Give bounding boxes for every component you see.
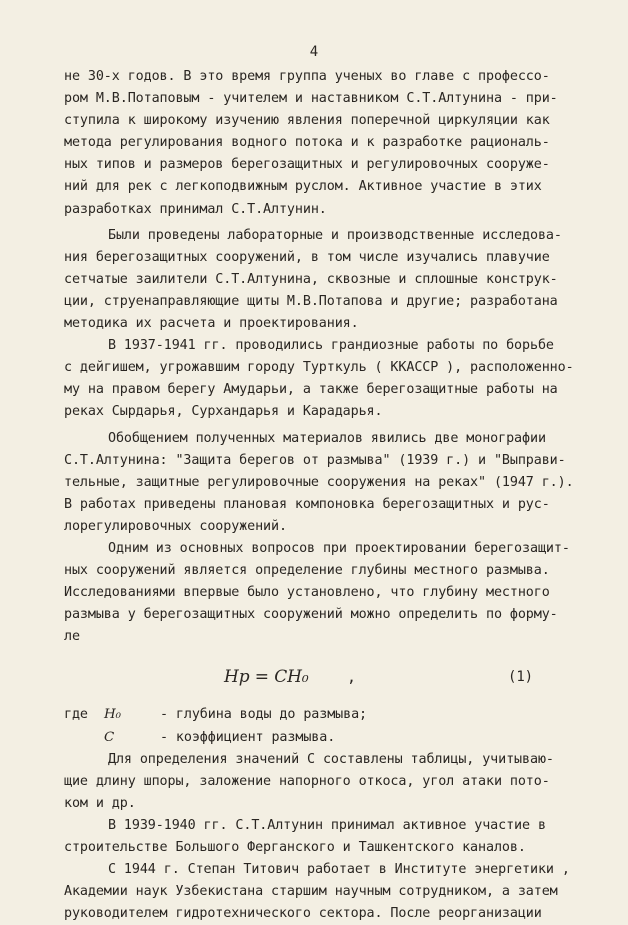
text-line: не 30-х годов. В это время группа ученых во главе с профессо-	[64, 69, 550, 84]
text-line: размыва у берегозащитных сооружений можно определить по форму-	[64, 607, 558, 623]
text-line: Обобщением полученных материалов явились две монографии	[108, 430, 546, 446]
page-number: 4	[309, 44, 319, 60]
definition-line	[64, 704, 574, 726]
text-line: му на правом берегу Амударьи, а также берегозащитные работы на	[64, 382, 558, 398]
text-line: ных типов и размеров берегозащитных и регулировочных сооруже-	[64, 157, 550, 173]
text-line: ния берегозащитных сооружений, в том числе изучались плавучие	[64, 249, 550, 265]
text-line: лорегулировочных сооружений.	[64, 518, 287, 534]
symbol: C	[104, 729, 115, 745]
text-line: В работах приведены плановая компоновка берегозащитных и рус-	[64, 496, 550, 512]
symbol: H₀	[104, 707, 121, 723]
text-line: тельные, защитные регулировочные сооружения на реках" (1947 г.).	[64, 474, 574, 490]
text-line: ле	[64, 629, 80, 645]
text-line: ний для рек с легкоподвижным руслом. Активное участие в этих	[64, 179, 542, 195]
text-line: Одним из основных вопросов при проектировании берегозащит-	[108, 540, 570, 556]
text-line: строительстве Большого Ферганского и Ташкентского каналов.	[64, 840, 526, 855]
text-line: В 1937-1941 гг. проводились грандиозные работы по борьбе	[108, 338, 554, 354]
where-label: где	[64, 707, 88, 723]
symbol-definition: - коэффициент размыва.	[160, 729, 336, 745]
text-line: ступила к широкому изучению явления поперечной циркуляции как	[64, 113, 550, 129]
text-line: ком и др.	[64, 795, 136, 811]
symbol-definition: - глубина воды до размыва;	[160, 707, 368, 723]
formula-row	[64, 654, 574, 702]
text-line: ных сооружений является определение глубины местного размыва.	[64, 563, 550, 579]
text-line: методика их расчета и проектирования.	[64, 316, 359, 332]
text-line: реках Сырдарья, Сурхандарья и Карадарья.	[64, 404, 383, 420]
definition-line	[64, 727, 574, 749]
text-line: метода регулирования водного потока и к разработке рациональ-	[64, 135, 550, 151]
body-text	[64, 66, 574, 925]
formula-comma: ,	[347, 668, 356, 687]
text-line: руководителем гидротехнического сектора. После реорганизации	[64, 906, 542, 922]
text-line: ром М.В.Потаповым - учителем и наставником С.Т.Алтунина - при-	[64, 91, 558, 107]
text-line: Исследованиями впервые было установлено, что глубину местного	[64, 585, 550, 601]
formula: Hр = CH₀	[224, 667, 309, 688]
text-line: С.Т.Алтунина: "Защита берегов от размыва" (1939 г.) и "Выправи-	[64, 452, 566, 468]
text-line: с дейгишем, угрожавшим городу Турткуль ( ККАССР ), расположенно-	[64, 360, 574, 376]
text-line: С 1944 г. Степан Титович работает в Институте энергетики ,	[108, 862, 570, 878]
text-line: ции, струенаправляющие щиты М.В.Потапова и другие; разработана	[64, 293, 558, 309]
text-line: щие длину шпоры, заложение напорного откоса, угол атаки пото-	[64, 773, 550, 789]
text-line: Для определения значений С составлены таблицы, учитываю-	[108, 751, 554, 767]
text-line: разработках принимал С.Т.Алтунин.	[64, 201, 327, 217]
formula-number: (1)	[508, 669, 533, 686]
text-line: В 1939-1940 гг. С.Т.Алтунин принимал активное участие в	[108, 817, 546, 833]
text-line: Академии наук Узбекистана старшим научным сотрудником, а затем	[64, 884, 558, 900]
text-line: сетчатые заилители С.Т.Алтунина, сквозные и сплошные конструк-	[64, 271, 558, 287]
text-line: Были проведены лабораторные и производственные исследова-	[108, 227, 562, 243]
